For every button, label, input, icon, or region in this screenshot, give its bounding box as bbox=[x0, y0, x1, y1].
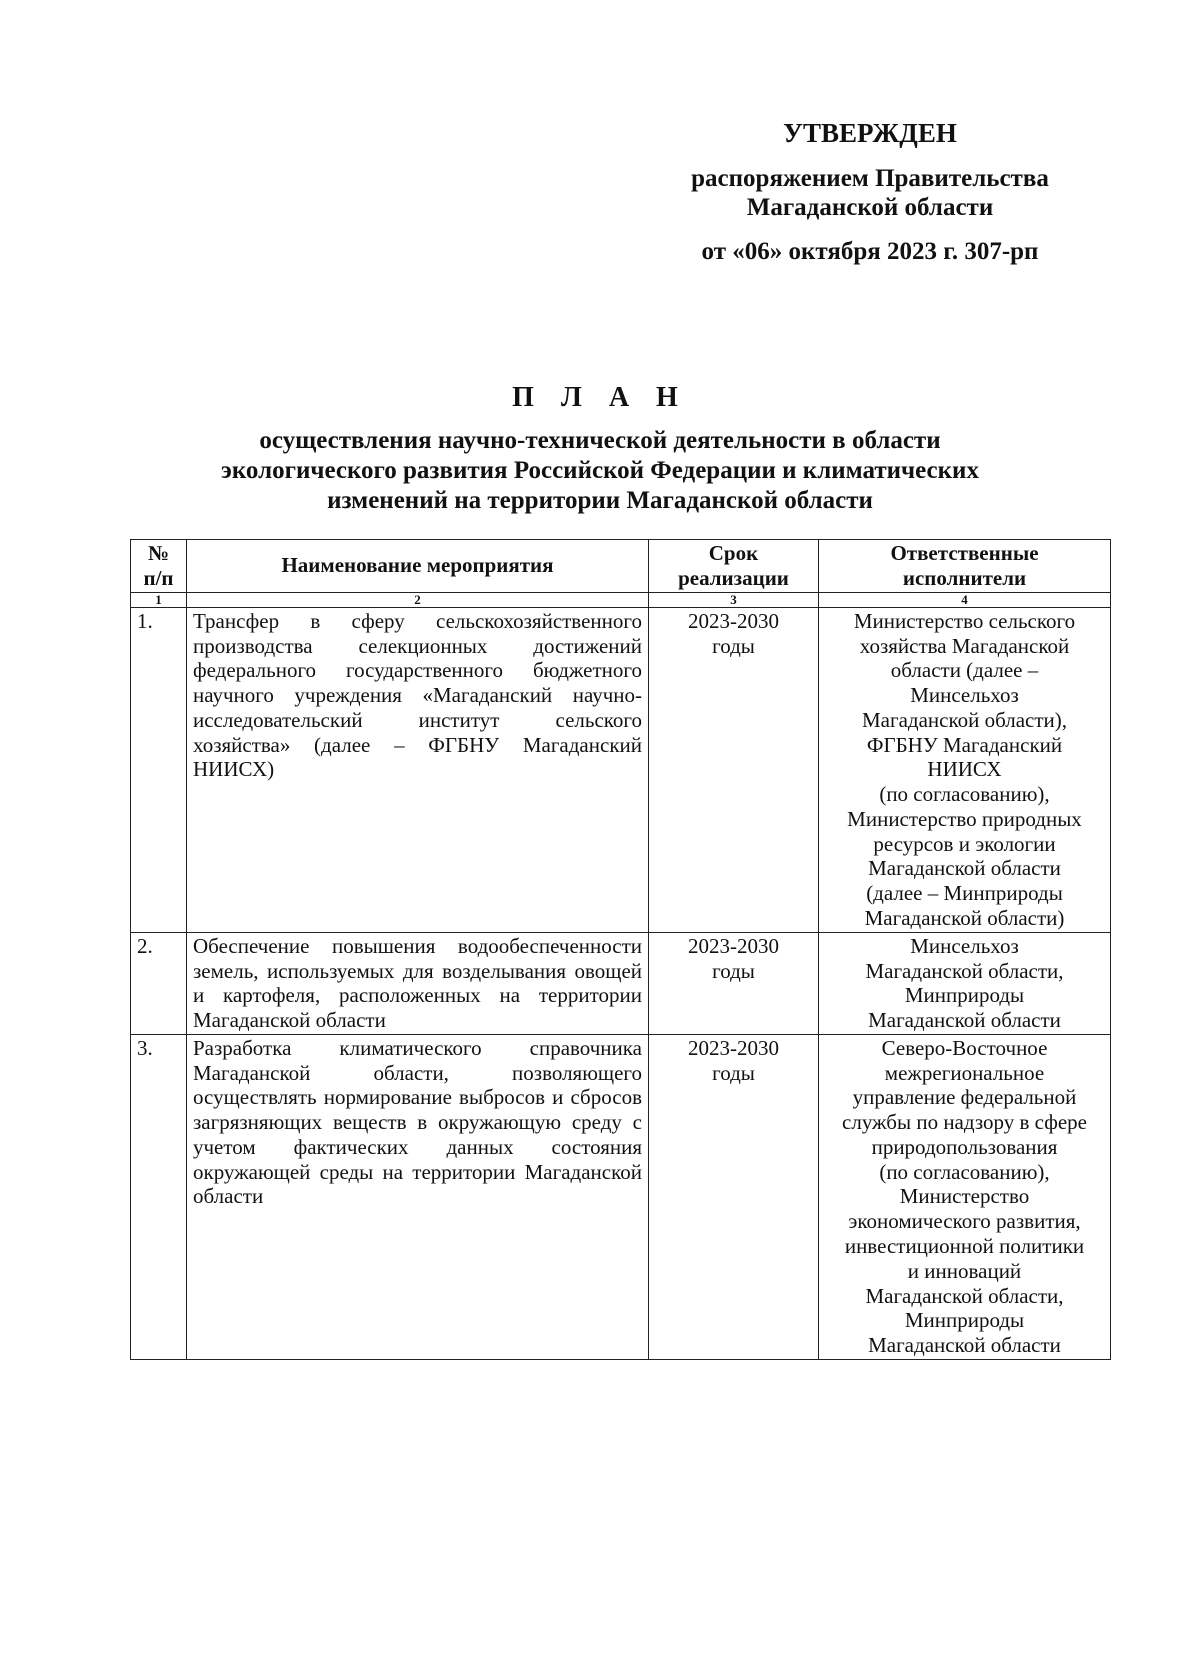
responsible-line: Минсельхоз bbox=[910, 683, 1019, 708]
table-row bbox=[131, 932, 1111, 1034]
responsible-line: Магаданской области bbox=[868, 1333, 1061, 1358]
responsible-line: Магаданской области bbox=[868, 856, 1061, 881]
responsible-line: инвестиционной политики bbox=[844, 1233, 1085, 1258]
row-number: 3. bbox=[131, 1034, 187, 1359]
row-term bbox=[649, 1034, 819, 1359]
responsible-line: области (далее – bbox=[890, 658, 1039, 683]
responsible-line: природопользования bbox=[871, 1134, 1058, 1159]
responsible-line: Магаданской области, bbox=[865, 1283, 1064, 1308]
header-num-line: п/п bbox=[143, 565, 174, 590]
row-term-years: 2023-2030 bbox=[688, 1035, 779, 1060]
approval-title: УТВЕРЖДЕН bbox=[783, 118, 957, 148]
row-term bbox=[649, 607, 819, 932]
responsible-line: Северо-Восточное bbox=[881, 1035, 1048, 1060]
responsible-line: Минприроды bbox=[904, 983, 1025, 1008]
row-number: 2. bbox=[131, 932, 187, 1034]
plan-subtitle-line: изменений на территории Магаданской области bbox=[327, 487, 873, 514]
responsible-line: управление федеральной bbox=[852, 1085, 1077, 1110]
header-term-line: Срок bbox=[708, 541, 759, 565]
header-responsible-line: Ответственные bbox=[890, 541, 1039, 565]
row-activity-name: Трансфер в сферу сельскохозяйственного производства селекционных достижений федерального государственного бюджетного научного учреждения «Магаданский научно-исследовательский институт сельского хозяйства» (далее – ФГБНУ Магаданский НИИСХ) bbox=[187, 607, 649, 932]
responsible-line: Министерство сельского bbox=[853, 608, 1076, 633]
approval-line-1: распоряжением Правительства bbox=[691, 164, 1049, 192]
responsible-line: ФГБНУ Магаданский bbox=[866, 732, 1063, 757]
responsible-line: Магаданской области bbox=[868, 1008, 1061, 1033]
row-term-unit: годы bbox=[712, 958, 755, 983]
responsible-line: (далее – Минприроды bbox=[866, 881, 1063, 906]
header-num-line: № bbox=[147, 541, 170, 565]
column-number-row bbox=[131, 592, 1111, 607]
row-responsible bbox=[819, 1034, 1111, 1359]
row-activity-name: Обеспечение повышения водообеспеченности земель, используемых для возделывания овощей и картофеля, расположенных на территории Магаданской области bbox=[187, 932, 649, 1034]
header-num bbox=[131, 540, 187, 593]
row-term bbox=[649, 932, 819, 1034]
approval-date: от «06» октября 2023 г. 307-рп bbox=[701, 237, 1039, 265]
column-number: 2 bbox=[187, 592, 649, 607]
responsible-line: Минсельхоз bbox=[910, 933, 1019, 958]
approval-block bbox=[660, 118, 1080, 266]
responsible-line: службы по надзору в сфере bbox=[842, 1110, 1087, 1135]
plan-table bbox=[130, 539, 1111, 1360]
plan-title: П Л А Н bbox=[512, 382, 688, 413]
responsible-line: ресурсов и экологии bbox=[873, 831, 1056, 856]
responsible-line: хозяйства Магаданской bbox=[859, 633, 1070, 658]
table-row bbox=[131, 607, 1111, 932]
column-number: 3 bbox=[649, 592, 819, 607]
row-term-unit: годы bbox=[712, 633, 755, 658]
responsible-line: Министерство bbox=[899, 1184, 1030, 1209]
responsible-line: (по согласованию), bbox=[879, 1159, 1050, 1184]
row-term-years: 2023-2030 bbox=[688, 608, 779, 633]
table-body bbox=[131, 607, 1111, 1359]
header-responsible-line: исполнители bbox=[902, 565, 1027, 590]
responsible-line: (по согласованию), bbox=[879, 782, 1050, 807]
responsible-line: экономического развития, bbox=[848, 1209, 1081, 1234]
row-activity-name: Разработка климатического справочника Магаданской области, позволяющего осуществлять нормирование выбросов и сбросов загрязняющих веществ в окружающую среду с учетом фактических данных состояния окружающей среды на территории Магаданской области bbox=[187, 1034, 649, 1359]
row-term-unit: годы bbox=[712, 1060, 755, 1085]
approval-line-2: Магаданской области bbox=[746, 194, 994, 222]
responsible-line: межрегиональное bbox=[884, 1060, 1045, 1085]
header-responsible bbox=[819, 540, 1111, 593]
responsible-line: Магаданской области) bbox=[864, 906, 1065, 931]
row-responsible bbox=[819, 607, 1111, 932]
responsible-line: НИИСХ bbox=[927, 757, 1002, 782]
row-responsible bbox=[819, 932, 1111, 1034]
table-row bbox=[131, 1034, 1111, 1359]
row-number: 1. bbox=[131, 607, 187, 932]
plan-subtitle-line: осуществления научно-технической деятельности в области bbox=[259, 427, 941, 454]
responsible-line: Магаданской области), bbox=[861, 707, 1068, 732]
responsible-line: Министерство природных bbox=[847, 806, 1082, 831]
responsible-line: и инноваций bbox=[907, 1258, 1022, 1283]
plan-subtitle-line: экологического развития Российской Федерации и климатических bbox=[221, 457, 979, 484]
header-term-line: реализации bbox=[678, 565, 789, 590]
header-term bbox=[649, 540, 819, 593]
column-number: 4 bbox=[819, 592, 1111, 607]
responsible-line: Минприроды bbox=[904, 1308, 1025, 1333]
header-name: Наименование мероприятия bbox=[187, 540, 649, 593]
row-term-years: 2023-2030 bbox=[688, 933, 779, 958]
table-header-row bbox=[131, 540, 1111, 593]
plan-subtitle bbox=[150, 426, 1050, 516]
responsible-line: Магаданской области, bbox=[865, 958, 1064, 983]
column-number: 1 bbox=[131, 592, 187, 607]
